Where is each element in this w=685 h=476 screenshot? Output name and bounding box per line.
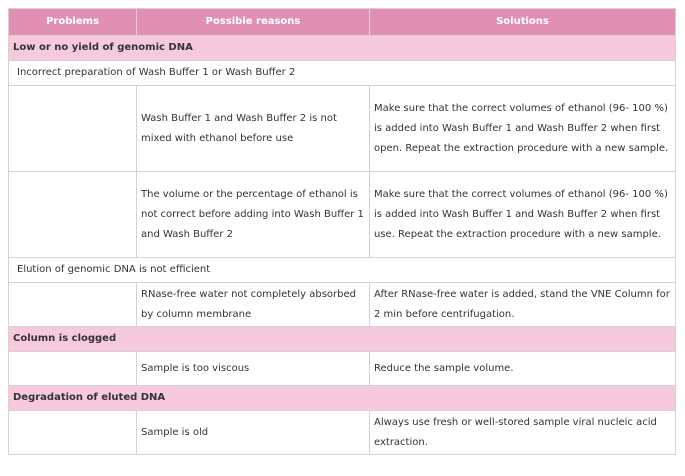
problem-cell [9, 283, 137, 327]
section-row [9, 36, 676, 61]
table-row [9, 172, 676, 258]
troubleshooting-table [8, 8, 676, 455]
solution-cell: Make sure that the correct volumes of ethanol (96- 100 %) is added into Wash Buffer 1 and Wash Buffer 2 when first use. Repeat the extraction procedure with a new sample. [370, 172, 676, 258]
reason-cell: Sample is too viscous [137, 352, 370, 386]
problem-cell [9, 411, 137, 455]
subsection-row [9, 258, 676, 283]
section-title: Degradation of eluted DNA [9, 386, 676, 411]
section-row [9, 327, 676, 352]
solution-cell: After RNase-free water is added, stand the VNE Column for 2 min before centrifugation. [370, 283, 676, 327]
table-row [9, 411, 676, 455]
header-problems: Problems [9, 9, 137, 36]
solution-cell: Make sure that the correct volumes of ethanol (96- 100 %) is added into Wash Buffer 1 and Wash Buffer 2 when first open. Repeat the extraction procedure with a new sample. [370, 86, 676, 172]
header-solutions: Solutions [370, 9, 676, 36]
section-title: Low or no yield of genomic DNA [9, 36, 676, 61]
reason-cell: The volume or the percentage of ethanol is not correct before adding into Wash Buffer 1 and Wash Buffer 2 [137, 172, 370, 258]
header-row [9, 9, 676, 36]
problem-cell [9, 86, 137, 172]
section-title: Column is clogged [9, 327, 676, 352]
problem-cell [9, 352, 137, 386]
subsection-title: Elution of genomic DNA is not efficient [17, 264, 211, 275]
table-row [9, 86, 676, 172]
reason-cell: RNase-free water not completely absorbed by column membrane [137, 283, 370, 327]
solution-cell: Always use fresh or well-stored sample viral nucleic acid extraction. [370, 411, 676, 455]
subsection-row [9, 61, 676, 86]
reason-cell: Sample is old [137, 411, 370, 455]
problem-cell [9, 172, 137, 258]
subsection-title: Incorrect preparation of Wash Buffer 1 or Wash Buffer 2 [17, 67, 296, 78]
reason-cell: Wash Buffer 1 and Wash Buffer 2 is not mixed with ethanol before use [137, 86, 370, 172]
header-possible-reasons: Possible reasons [137, 9, 370, 36]
section-row [9, 386, 676, 411]
table-row [9, 283, 676, 327]
solution-cell: Reduce the sample volume. [370, 352, 676, 386]
table-row [9, 352, 676, 386]
